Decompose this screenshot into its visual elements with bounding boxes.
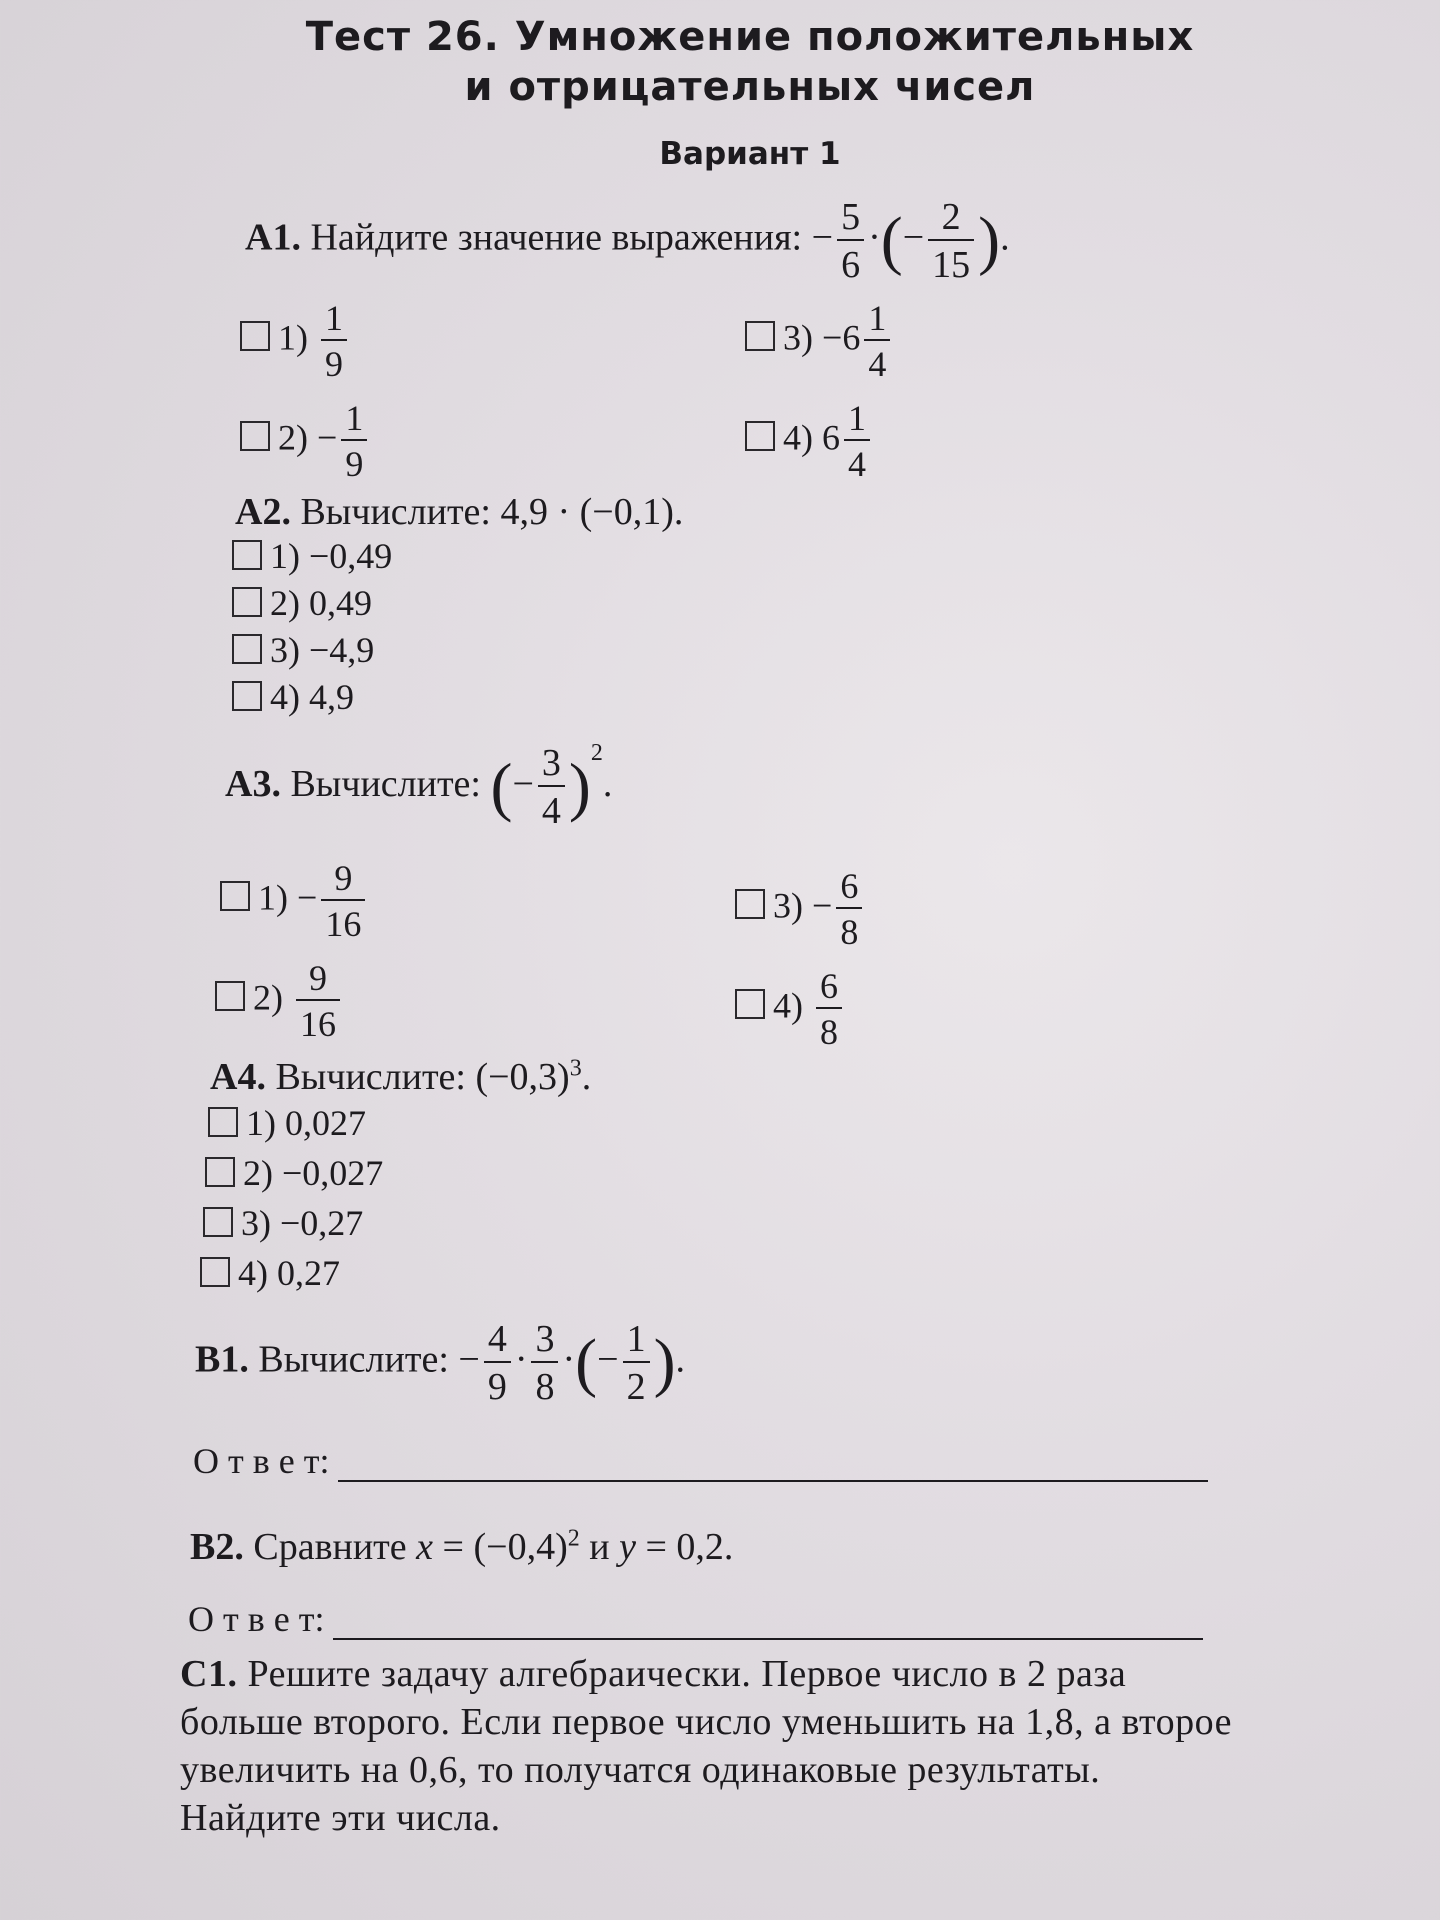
fraction — [296, 960, 340, 1042]
right-paren: ) — [978, 204, 1001, 277]
denominator: 16 — [325, 904, 362, 944]
option-number: 4) — [783, 417, 813, 458]
numerator: 9 — [321, 860, 365, 901]
minus-sign: − — [902, 216, 925, 259]
checkbox[interactable] — [240, 421, 270, 451]
a1-option-1[interactable] — [240, 300, 351, 382]
denominator: 16 — [300, 1004, 336, 1044]
a1-option-4[interactable] — [745, 400, 874, 482]
a4-option-2[interactable] — [205, 1152, 383, 1194]
checkbox[interactable] — [200, 1257, 230, 1287]
checkbox[interactable] — [745, 321, 775, 351]
denominator: 8 — [535, 1366, 555, 1408]
option-text: 2) 0,49 — [270, 583, 372, 623]
right-paren: ) — [653, 1326, 676, 1399]
option-text: 3) −4,9 — [270, 630, 375, 670]
denominator: 8 — [820, 1012, 838, 1052]
checkbox[interactable] — [232, 634, 262, 664]
option-number: 3) — [773, 885, 803, 926]
checkbox[interactable] — [232, 587, 262, 617]
question-c1 — [180, 1650, 1240, 1842]
a3-option-1[interactable] — [220, 860, 369, 942]
a3-option-4[interactable] — [735, 968, 846, 1050]
exponent: 2 — [567, 1525, 580, 1552]
option-number: 3) — [783, 317, 813, 358]
question-text: Вычислите: (−0,3) — [275, 1056, 570, 1098]
question-text: Вычислите: — [258, 1338, 449, 1381]
option-text: 1) 0,027 — [246, 1103, 366, 1143]
answer-label: О т в е т: — [193, 1441, 330, 1481]
dot-operator: · — [868, 216, 881, 259]
numerator: 4 — [484, 1320, 511, 1363]
checkbox[interactable] — [735, 989, 765, 1019]
question-label: С1. — [180, 1653, 238, 1695]
option-text: 1) −0,49 — [270, 536, 393, 576]
fraction — [844, 400, 870, 482]
minus-sign: − — [597, 1338, 619, 1381]
answer-label: О т в е т: — [188, 1599, 325, 1639]
minus-sign: − — [512, 763, 534, 805]
checkbox[interactable] — [232, 681, 262, 711]
minus-sign: − — [822, 317, 843, 358]
numerator: 1 — [844, 400, 870, 441]
answer-line[interactable] — [338, 1454, 1208, 1482]
denominator: 9 — [487, 1366, 507, 1408]
fraction — [321, 300, 347, 382]
a3-option-3[interactable] — [735, 868, 866, 950]
denominator: 4 — [868, 344, 887, 384]
checkbox[interactable] — [208, 1107, 238, 1137]
period: . — [581, 1056, 592, 1098]
checkbox[interactable] — [745, 421, 775, 451]
fraction — [341, 400, 367, 482]
option-number: 4) — [773, 985, 803, 1026]
answer-row-b1 — [193, 1440, 1208, 1482]
fraction — [531, 1320, 558, 1406]
question-text: и — [579, 1526, 620, 1568]
question-b1: В1. Вычислите: − $\frac{4}{9}$ · $\frac{3}{8}$ ·(− $\frac{1}{2}$ ). — [195, 1318, 686, 1408]
question-text: = 0,2. — [635, 1526, 734, 1568]
checkbox[interactable] — [735, 889, 765, 919]
checkbox[interactable] — [240, 321, 270, 351]
answer-row-b2 — [188, 1598, 1203, 1640]
question-label: А3. — [225, 763, 281, 805]
a2-option-2[interactable] — [232, 582, 372, 624]
checkbox[interactable] — [205, 1157, 235, 1187]
a4-option-1[interactable] — [208, 1102, 366, 1144]
numerator: 6 — [816, 968, 842, 1009]
whole-part: 6 — [822, 417, 840, 458]
denominator: 15 — [932, 244, 971, 286]
denominator: 8 — [840, 912, 859, 952]
denominator: 2 — [626, 1366, 646, 1408]
right-paren: ) — [568, 750, 591, 824]
option-number: 2) — [278, 417, 308, 458]
minus-sign: − — [458, 1338, 480, 1381]
question-text: Вычислите: — [290, 763, 481, 805]
period: . — [602, 763, 613, 805]
question-b2 — [190, 1525, 733, 1569]
fraction — [928, 198, 974, 284]
option-number: 1) — [278, 317, 308, 358]
fraction — [321, 860, 365, 942]
numerator: 6 — [836, 868, 862, 909]
fraction — [623, 1320, 650, 1406]
minus-sign: − — [812, 885, 833, 926]
denominator: 4 — [541, 790, 561, 833]
fraction — [864, 300, 890, 382]
minus-sign: − — [811, 216, 834, 259]
option-number: 1) — [258, 877, 288, 918]
question-label: А2. — [235, 491, 291, 533]
whole-part: 6 — [842, 317, 861, 358]
minus-sign: − — [317, 417, 338, 458]
option-text: 4) 4,9 — [270, 677, 354, 717]
a4-option-4[interactable] — [200, 1252, 340, 1294]
title-line-2: и отрицательных чисел — [464, 64, 1036, 110]
question-label: А1. — [245, 216, 301, 259]
numerator: 5 — [837, 198, 864, 241]
numerator: 3 — [531, 1320, 558, 1363]
numerator: 9 — [296, 960, 340, 1001]
checkbox[interactable] — [220, 881, 250, 911]
question-text: Найдите значение выражения: — [310, 216, 803, 259]
option-text: 4) 0,27 — [238, 1253, 340, 1293]
denominator: 9 — [325, 344, 343, 384]
variable-x: x — [416, 1526, 434, 1568]
variable-y: y — [619, 1526, 636, 1568]
a2-option-4[interactable] — [232, 676, 354, 718]
question-text: = (−0,4) — [433, 1526, 568, 1568]
exponent: 2 — [590, 740, 603, 766]
checkbox[interactable] — [215, 981, 245, 1011]
a2-option-1[interactable] — [232, 535, 392, 577]
a2-option-3[interactable] — [232, 629, 374, 671]
numerator: 1 — [341, 400, 367, 441]
fraction — [484, 1320, 511, 1406]
question-text: Сравните — [253, 1526, 417, 1568]
question-text: Вычислите: 4,9 · (−0,1). — [300, 491, 684, 533]
denominator: 6 — [841, 244, 861, 286]
fraction — [538, 742, 565, 833]
option-text: 3) −0,27 — [241, 1203, 364, 1243]
denominator: 9 — [345, 444, 364, 484]
option-text: 2) −0,027 — [243, 1153, 384, 1193]
a4-option-3[interactable] — [203, 1202, 363, 1244]
question-label: В1. — [195, 1338, 249, 1381]
question-label: А4. — [210, 1056, 266, 1098]
variant-label: Вариант 1 — [659, 136, 841, 172]
exponent: 3 — [569, 1055, 582, 1082]
question-a4 — [210, 1055, 591, 1099]
left-paren: ( — [880, 204, 903, 277]
numerator: 3 — [538, 744, 565, 787]
a3-option-2[interactable] — [215, 960, 344, 1042]
question-a1 — [245, 198, 1010, 284]
numerator: 1 — [864, 300, 890, 341]
a1-option-3[interactable] — [745, 300, 894, 382]
answer-line[interactable] — [333, 1612, 1203, 1640]
period: . — [675, 1338, 686, 1381]
question-a3 — [225, 740, 613, 833]
minus-sign: − — [297, 877, 318, 918]
numerator: 2 — [928, 198, 974, 241]
checkbox[interactable] — [203, 1207, 233, 1237]
fraction — [836, 868, 862, 950]
a1-option-2[interactable] — [240, 400, 371, 482]
fraction — [837, 198, 864, 284]
question-a2 — [235, 490, 683, 534]
numerator: 1 — [321, 300, 347, 341]
left-paren: ( — [490, 750, 513, 824]
option-number: 2) — [253, 977, 283, 1018]
fraction — [816, 968, 842, 1050]
checkbox[interactable] — [232, 540, 262, 570]
period: . — [1000, 216, 1010, 259]
question-text: Решите задачу алгебраически. Первое число в 2 раза больше второго. Если первое число уменьшить на 1,8, а второе увеличить на 0,6, то получатся одинаковые результаты. Найдите эти числа. — [180, 1653, 1232, 1839]
question-label: В2. — [190, 1526, 244, 1568]
title-line-1: Тест 26. Умножение положительных — [305, 14, 1195, 60]
left-paren: ( — [575, 1326, 598, 1399]
denominator: 4 — [848, 444, 866, 484]
numerator: 1 — [623, 1320, 650, 1363]
